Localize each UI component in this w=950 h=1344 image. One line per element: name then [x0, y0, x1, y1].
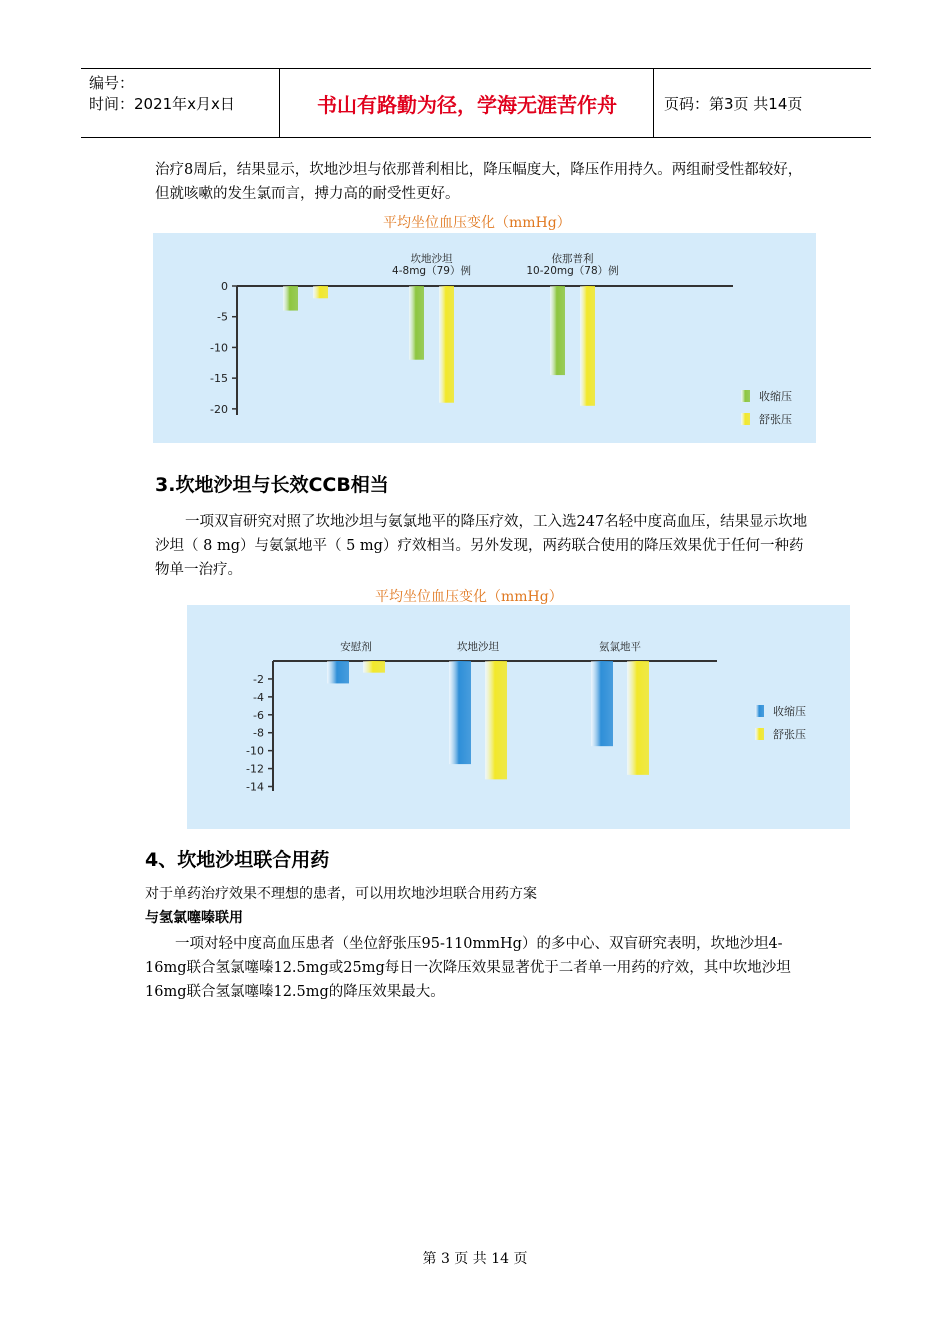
document-header — [81, 68, 871, 138]
bar-systolic — [283, 286, 298, 311]
legend-label: 收缩压 — [759, 390, 792, 403]
category-label: 依那普利 — [551, 253, 594, 265]
bar-systolic — [591, 661, 613, 746]
category-label: 10-20mg（78）例 — [526, 265, 619, 277]
chart2 — [187, 605, 850, 829]
bar-diastolic — [485, 661, 507, 779]
header-motto: 书山有路勤为径，学海无涯苦作舟 — [281, 69, 654, 137]
code-label: 编号： — [89, 74, 135, 92]
y-tick-label: -5 — [217, 310, 228, 324]
category-label: 坎地沙坦 — [457, 641, 499, 653]
bar-systolic — [449, 661, 471, 764]
y-tick-label: -12 — [246, 762, 264, 776]
section3-title: 3.坎地沙坦与长效CCB相当 — [155, 474, 389, 496]
y-tick-label: -10 — [210, 341, 228, 355]
intro-paragraph: 治疗8周后，结果显示，坎地沙坦与依那普利相比，降压幅度大，降压作用持久。两组耐受性都较好，但就咳嗽的发生氯而言，搏力高的耐受性更好。 — [155, 162, 803, 202]
chart1-svg — [153, 233, 816, 443]
bar-diastolic — [627, 661, 649, 775]
bar-systolic — [327, 661, 349, 683]
bar-diastolic — [580, 286, 595, 406]
legend-swatch — [741, 390, 750, 402]
chart1-caption: 平均坐位血压变化（mmHg） — [383, 215, 571, 231]
bar-diastolic — [313, 286, 328, 298]
legend-swatch — [755, 728, 764, 740]
subsection-paragraph: 一项对轻中度高血压患者（坐位舒张压95-110mmHg）的多中心、双盲研究表明，坎地沙坦4-16mg联合氢氯噻嗪12.5mg或25mg每日一次降压效果显著优于二者单一用药的疗效，其中坎地沙坦16mg联合氢氯噻嗪12.5mg的降压效果最大。 — [145, 936, 791, 1000]
chart2-caption: 平均坐位血压变化（mmHg） — [375, 589, 563, 605]
category-label: 氨氯地平 — [599, 641, 641, 653]
legend-label: 收缩压 — [773, 705, 806, 718]
bar-systolic — [550, 286, 565, 375]
y-tick-label: -20 — [210, 402, 228, 416]
y-tick-label: 0 — [221, 280, 228, 293]
section4-title: 4、坎地沙坦联合用药 — [145, 849, 330, 871]
legend-swatch — [755, 705, 764, 717]
y-tick-label: -8 — [253, 726, 264, 740]
time-label: 时间：2021年x月x日 — [89, 95, 235, 113]
page-footer: 第 3 页 共 14 页 — [422, 1251, 528, 1267]
bar-diastolic — [439, 286, 454, 403]
y-tick-label: -6 — [253, 708, 264, 722]
chart1 — [153, 233, 816, 443]
header-meta — [81, 69, 280, 137]
y-tick-label: -14 — [246, 780, 264, 794]
y-tick-label: -4 — [253, 690, 264, 704]
bar-diastolic — [363, 661, 385, 673]
section3-paragraph: 一项双盲研究对照了坎地沙坦与氨氯地平的降压疗效，工入选247名轻中度高血压，结果显示坎地沙坦（ 8 mg）与氨氯地平（ 5 mg）疗效相当。另外发现，两药联合使用的降压效果优于任何一种药物单一治疗。 — [155, 514, 808, 578]
y-tick-label: -10 — [246, 744, 264, 758]
category-label: 4-8mg（79）例 — [392, 265, 471, 277]
legend-swatch — [741, 413, 750, 425]
y-tick-label: -2 — [253, 672, 264, 686]
legend-label: 舒张压 — [773, 728, 806, 741]
bar-systolic — [409, 286, 424, 360]
y-tick-label: -15 — [210, 372, 228, 386]
section4-paragraph: 对于单药治疗效果不理想的患者，可以用坎地沙坦联合用药方案 — [145, 886, 537, 902]
category-label: 坎地沙坦 — [410, 253, 453, 265]
legend-label: 舒张压 — [759, 413, 792, 426]
chart2-svg — [187, 605, 850, 829]
category-label: 安慰剂 — [340, 641, 372, 653]
header-page-label: 页码：第3页 共14页 — [664, 94, 803, 113]
subsection-title: 与氢氯噻嗪联用 — [145, 910, 243, 926]
